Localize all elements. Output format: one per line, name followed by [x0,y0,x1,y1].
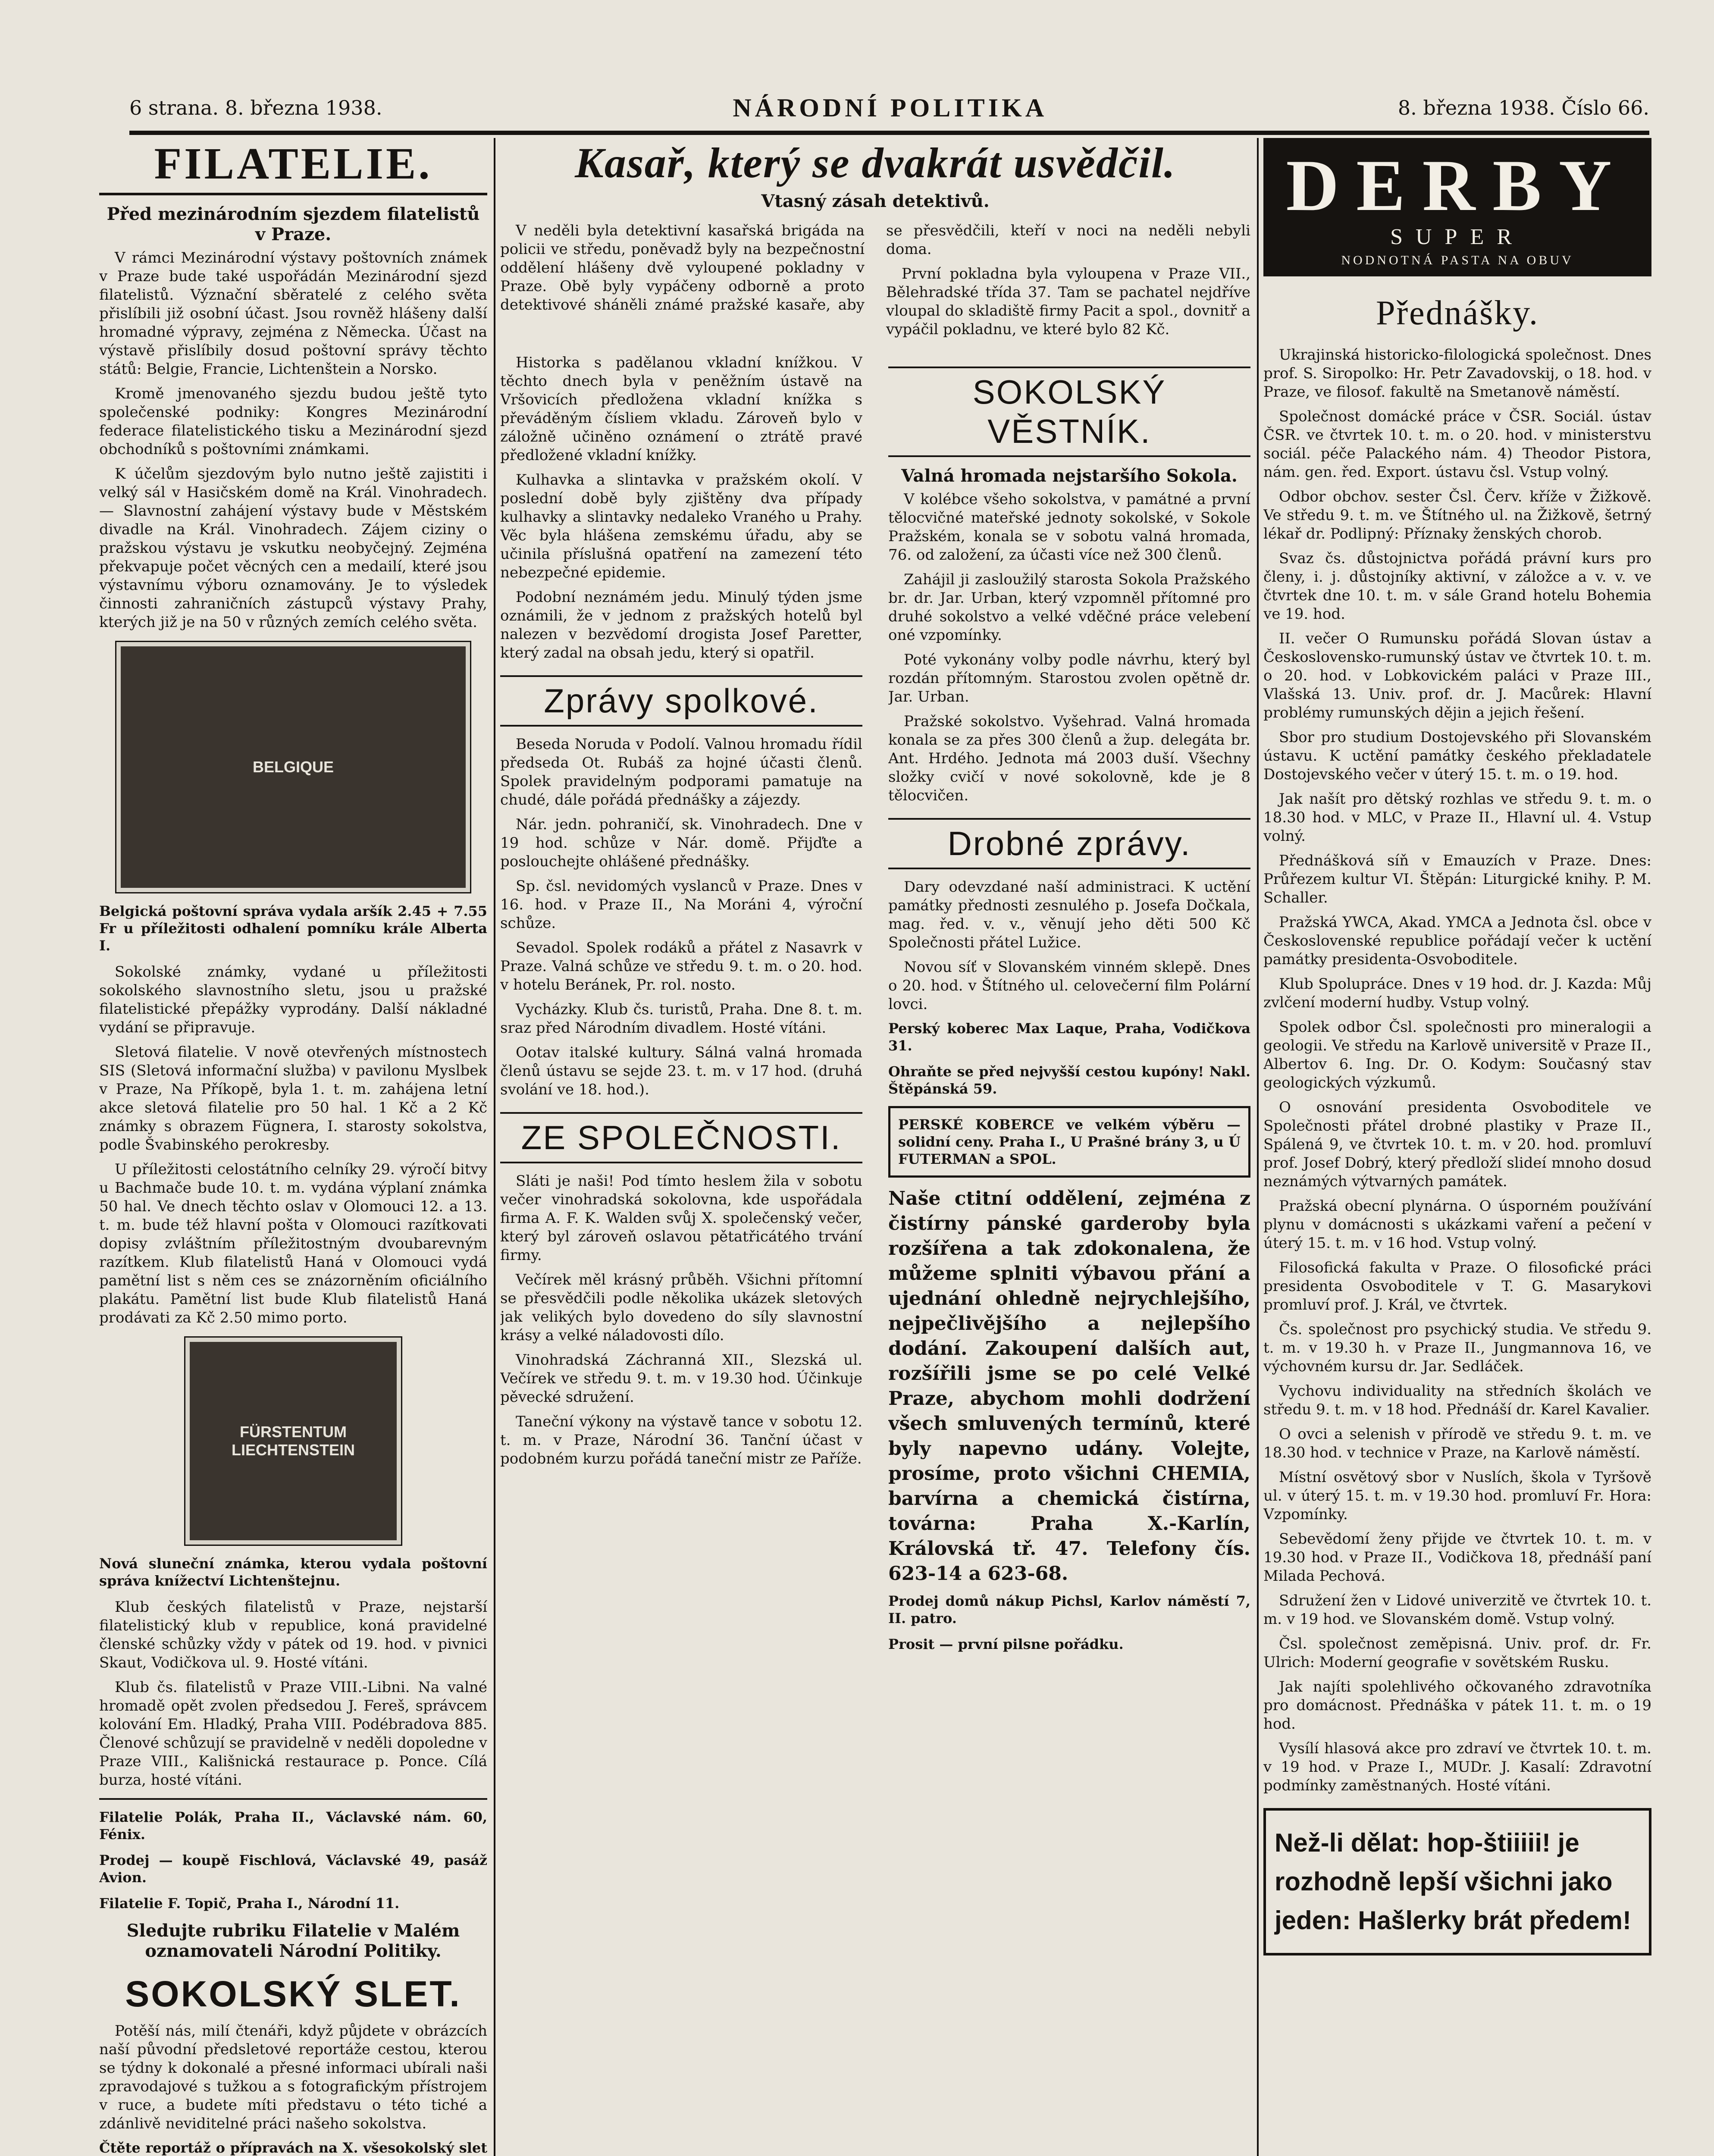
middle-right-subcolumn [888,354,1250,2156]
masthead-right: 8. března 1938. Číslo 66. [1398,96,1649,119]
article-paragraph: Sokolské známky, vydané u příležitosti sokolského slavnostního sletu, jsou u pražské filatelistické přepážky vyprodány. Další nákladné vydání se připravuje. [99,963,487,1036]
stamp-photo [185,1338,401,1545]
lecture-item: Společnost domácké práce v ČSR. Sociál. ústav ČSR. ve čtvrtek 10. t. m. o 20. hod. v ministerstvu sociál. péče Palackého nám. 4) Theodor Pistora, nám. gen. řed. Export. ústavu čsl. Vstup volný. [1263,408,1651,481]
article-paragraph: Pražské sokolstvo. Vyšehrad. Valná hromada konala se za přes 300 členů a žup. delegáta br. Ant. Hrdého. Jednota má 2003 duší. Všechny složky cvičí v nové sokolovně, kde je 8 tělocvičen. [888,713,1250,804]
headline-kasar: Kasař, který se dvakrát usvědčil. [575,139,1176,187]
article-paragraph: Zahájil ji zasloužilý starosta Sokola Pražského br. dr. Jar. Urban, který vzpomněl přítomné pro druhé sokolstvo a velké vděčné práce velebení oné vzpomínky. [888,571,1250,644]
column-divider [1257,138,1259,2156]
classified-ad: Filatelie Polák, Praha II., Václavské nám. 60, Fénix. [99,1809,487,1843]
section-title-sokol: SOKOLSKÝ VĚSTNÍK. [888,367,1250,457]
article-paragraph: Kulhavka a slintavka v pražském okolí. V poslední době byly zjištěny dva případy kulhavky a slintavky nedaleko Vraného u Prahy. Věc byla hlášena zemskému úřadu, aby se učinila příslušná opatření na zamezení této nebezpečné epidemie. [500,471,862,581]
lecture-list [1263,346,1651,1795]
article-paragraph: Potěší nás, milí čtenáři, když půjdete v obrázcích naší původní předsletové reportáže cestou, kterou se týdny k dokonalé a přesné informaci ubírali naši zpravodajové s tužkou a s fotografickým přístrojem v ruce, a budete míti představu o této tiché a zdánlivě neviditelné práci našeho sokolstva. [99,2022,487,2132]
middle-left-subcolumn [500,354,862,2156]
ad-haslerky: Než-li dělat: hop-štiiiii! je rozhodně lepší všichni jako jeden: Hašlerky brát předem! [1263,1808,1651,1955]
lecture-item: Čs. společnost pro psychický studia. Ve středu 9. t. m. v 19.30 h. v Praze II., Jungmannova 16, ve výchovném kursu dr. Jar. Sedláček. [1263,1321,1651,1375]
masthead [129,93,1649,135]
lecture-item: Klub Spolupráce. Dnes v 19 hod. dr. J. Kazda: Můj zvlčení moderní hudby. Vstup volný. [1263,975,1651,1011]
headline-subhead: Vtasný zásah detektivů. [761,191,990,211]
lecture-item: Vysílí hlasová akce pro zdraví ve čtvrtek 10. t. m. v 19 hod. v Praze I., MUDr. J. Kasalí: Zdravotní podmínky zaměstnaných. Hosté vítáni. [1263,1740,1651,1794]
article-paragraph: Nár. jedn. pohraničí, sk. Vinohradech. Dne v 19 hod. schůze v Nár. domě. Přijďte a poslouchejte ohlášené přednášky. [500,816,862,870]
ad-text: Naše ctitní oddělení, zejména z čistírny pánské garderoby byla rozšířena a tak zdokonalena, že můžeme splniti výbavou přání a ujednání ohledně nejrychlejšího, nejpečlivějšího a nejlepšího dodání. Zakoupení dalších aut, rozšířili jsme se po celé Velké Praze, abychom mohli dodržení všech smluvených termínů, které byly napevno udány. Volejte, prosíme, proto všichni CHEMIA, barvírna a chemická čistírna, továrna: Praha X.-Karlín, Královská tř. 47. Telefony čís. 623-14 a 623-68. [888,1188,1250,1585]
article-paragraph: Vinohradská Záchranná XII., Slezská ul. Večírek ve středu 9. t. m. v 19.30 hod. Účinkuje pěvecké sdružení. [500,1351,862,1406]
lecture-item: Sdružení žen v Lidové univerzitě ve čtvrtek 10. t. m. v 19 hod. ve Slovanském domě. Vstup volný. [1263,1592,1651,1628]
article-paragraph: Novou síť v Slovanském vinném sklepě. Dnes o 20. hod. v Štítného ul. celovečerní film Polární lovci. [888,959,1250,1013]
lecture-item: Odbor obchov. sester Čsl. Červ. kříže v Žižkově. Ve středu 9. t. m. ve Štítného ul. na Žižkově, šetrný lékař dr. Podlipný: Příznaky ženských chorob. [1263,488,1651,542]
article-paragraph: Kromě jmenovaného sjezdu budou ještě tyto společenské podniky: Kongres Mezinárodní federace filatelistického tisku a Mezinárodní sjezd obchodníků s poštovními známkami. [99,385,487,458]
article-paragraph: Klub českých filatelistů v Praze, nejstarší filatelistický klub v republice, koná pravidelné členské schůzky vždy v pátek od 19. hod. v pivnici Skaut, Vodičkova ul. 9. Hosté vítáni. [99,1598,487,1671]
lecture-item: Spolek odbor Čsl. společnosti pro mineralogii a geologii. Ve středu na Karlově universitě v Praze II., Albertov 6. Ing. Dr. O. Kodym: Současný stav geologických výzkumů. [1263,1018,1651,1091]
lecture-item: Ukrajinská historicko-filologická společnost. Dnes prof. S. Siropolko: Hr. Petr Zavadovskij, o 18. hod. v Praze, ve filosof. fakultě na Smetanově náměstí. [1263,346,1651,401]
column-middle [500,138,1250,2156]
article-paragraph: Taneční výkony na výstavě tance v sobotu 12. t. m. v Praze, Národní 36. Tanční účast v podobném kurzu pořádá taneční mistr ze Paříže. [500,1413,862,1467]
article-paragraph: Poté vykonány volby podle návrhu, který byl rozdán přítomným. Starostou zvolen opětně dr. Jar. Urban. [888,651,1250,705]
column-prednasky [1263,138,1651,2156]
lecture-item: Pražská obecní plynárna. O úsporném používání plynu v domácnosti s ukázkami vaření a pečení v úterý 15. t. m. v 16 hod. Vstup volný. [1263,1197,1651,1252]
lecture-item: O osnování presidenta Osvoboditele ve Společnosti přátel drobné plastiky v Praze II., Spálená 9, ve čtvrtek 10. t. m. v 20. hod. promluví prof. Josef Dobrý, který předloží slideí mnoho dosud neznámých výtvarných památek. [1263,1099,1651,1190]
article-paragraph: V rámci Mezinárodní výstavy poštovních známek v Praze bude také uspořádán Mezinárodní sjezd filatelistů. Význační sběratelé z celého světa přislíbili již osobní účast. Jsou rovněž hlášeny další hromadné výpravy, zejména z Německa. Účast na výstavě přislíbily dosud poštovní správy těchto států: Belgie, Francie, Lichtenštein a Norsko. [99,249,487,378]
lecture-item: Čsl. společnost zeměpisná. Univ. prof. dr. Fr. Ulrich: Moderní geografie v sovětském Rusku. [1263,1635,1651,1671]
classified-ad: Perský koberec Max Laque, Praha, Vodičkova 31. [888,1020,1250,1054]
ad-futerman [888,1106,1250,1178]
lecture-item: Sebevědomí ženy přijde ve čtvrtek 10. t. m. v 19.30 hod. v Praze II., Vodičkova 18, přednáší paní Milada Pechová. [1263,1530,1651,1585]
article-paragraph: V kolébce všeho sokolstva, v památné a první tělocvičné mateřské jednoty sokolské, v Sokole Pražském, konala se v sobotu valná hromada, 76. od založení, za účasti více než 300 členů. [888,491,1250,564]
article-paragraph: Beseda Noruda v Podolí. Valnou hromadu řídil předseda Ot. Rubáš za hojné účasti členů. Spolek pravidelným podporami pamatuje na chudé, dále pořádá přednášky a zájezdy. [500,736,862,808]
classified-ad: Prodej — koupě Fischlová, Václavské 49, pasáž Avion. [99,1852,487,1886]
derby-tagline: NODNOTNÁ PASTA NA OBUV [1341,253,1574,267]
section-title-prednasky: Přednášky. [1376,294,1539,332]
ad-text: PERSKÉ KOBERCE ve velkém výběru — solidní ceny. Praha I., U Prašné brány 3, u Ú FUTERMAN a SPOL. [898,1116,1241,1167]
divider [99,1798,487,1800]
article-paragraph: Vycházky. Klub čs. turistů, Praha. Dne 8. t. m. sraz před Národním divadlem. Hosté vítáni. [500,1001,862,1037]
column-divider [494,138,495,2156]
article-paragraph: Klub čs. filatelistů v Praze VIII.-Libni. Na valné hromadě opět zvolen předsedou J. Fereš, správcem kolování Em. Hladký, Praha VIII. Podébradova 885. Členové schůzují se pravidelně v neděli dopoledne v Praze VIII., Kališnická restaurace p. Ponce. Cílá burza, hosté vítáni. [99,1679,487,1789]
classified-ad: Ohraňte se před nejvyšší cestou kupóny! Nakl. Štěpánská 59. [888,1063,1250,1097]
lecture-item: II. večer O Rumunsku pořádá Slovan ústav a Československo-rumunský ústav ve čtvrtek 10. t. m. o 20. hod. v Lobkovickém paláci v Praze III., Vlašská 13. Univ. prof. dr. J. Macůrek: Hlavní problémy rumunských dějin a jejich řešení. [1263,630,1651,721]
article-paragraph: K účelům sjezdovým bylo nutno ještě zajistiti i velký sál v Hasičském domě na Král. Vinohradech. — Slavnostní zahájení výstavy bude v Městském divadle na Král. Vinohradech. Zájem ciziny o pražskou výstavu je vskutku neobyčejný. Zejména překvapuje počet věcných cen a medailí, které jsou výstavnímu výboru oznamovány. Je to výsledek činnosti zahraničních zástupců výstavy Prahy, kterých již je na 50 v různých zemích celého světa. [99,465,487,631]
article-paragraph: Večírek měl krásný průběh. Všichni přítomní se přesvědčili podle několika ukázek sletových jak velikých bylo dovedeno do síly slavnostní krásy a velké náladovosti dílo. [500,1271,862,1344]
photo-label: BELGIQUE [252,758,334,776]
lecture-item: Přednášková síň v Emauzích v Praze. Dnes: Průřezem kultur VI. Štěpán: Liturgické knihy. P. M. Schaller. [1263,852,1651,906]
photo-caption: Nová sluneční známka, kterou vydala poštovní správa knížectví Lichtenštejnu. [99,1555,487,1589]
lecture-item: Vychovu individuality na středních školách ve středu 9. t. m. v 18 hod. Přednáší dr. Karel Kavalier. [1263,1382,1651,1418]
section-title-slet: SOKOLSKÝ SLET. [125,1974,461,2014]
article-kasar [500,222,1250,351]
article-paragraph: Sletová filatelie. V nově otevřených místnostech SIS (Sletová informační služba) v pavilonu Myslbek v Praze, Na Příkopě, byla 1. t. m. zahájena letní akce sletová filatelie pro 50 hal. 1 Kč a 2 Kč známky s obrazem Fügnera, I. starosty sokolstva, podle Švabinského perokresby. [99,1044,487,1153]
ad-chemia [888,1186,1250,1586]
article-paragraph: První pokladna byla vyloupena v Praze VII., Bělehradské třída 37. Tam se pachatel nejdříve vloupal do skladiště firmy Pacit a spol., dovnitř a vypáčil pokladnu, ve které bylo 82 Kč. [886,265,1250,338]
article-paragraph: Dary odevzdané naší administraci. K uctění památky přednosti zesnulého p. Josefa Dočkala, mag. řed. v. v., věnují jeho děti 500 Kč Společnosti přátel Lužice. [888,878,1250,951]
lecture-item: Filosofická fakulta v Praze. O filosofické práci presidenta Osvoboditele v T. G. Masarykovi promluví prof. J. Král, ve čtvrtek. [1263,1259,1651,1313]
article-paragraph: Sláti je naši! Pod tímto heslem žila v sobotu večer vinohradská sokolovna, kde uspořádala firma A. F. K. Walden svůj X. společenský večer, který byl zároveň oslavou pětatřicátého trvání firmy. [500,1172,862,1264]
photo-caption: Belgická poštovní správa vydala aršík 2.45 + 7.55 Fr u příležitosti odhalení pomníku krále Alberta I. [99,903,487,954]
lecture-item: Svaz čs. důstojnictva pořádá právní kurs pro členy, i. j. důstojníky aktivní, v záložce a v. v. ve čtvrtek dne 10. t. m. v sále Grand hotelu Bohemia ve 19. hod. [1263,550,1651,623]
notice: Sledujte rubriku Filatelie v Malém oznamovateli Národní Politiky. [126,1921,460,1961]
classified-ad: Filatelie F. Topič, Praha I., Národní 11. [99,1895,400,1912]
derby-logo: DERBY [1286,145,1629,226]
classified-ad: Prodej domů nákup Pichsl, Karlov náměstí 7, II. patro. [888,1593,1250,1626]
article-paragraph: Historka s padělanou vkladní knížkou. V těchto dnech byla v peněžním ústavě na Vršovicích předložena vkladní knížka s převáděným čísliem vkladu. Zároveň bylo v záložně učiněno oznámení o ztrátě pravé předložené vkladní knížky. [500,354,862,464]
paper-title: NÁRODNÍ POLITIKA [733,93,1048,122]
ad-derby [1263,138,1651,276]
column-filatelie [99,138,487,2156]
classified-ad: Prosit — první pilsne pořádku. [888,1636,1124,1652]
derby-super: SUPER [1390,225,1525,249]
article-subhead: Valná hromada nejstaršího Sokola. [901,466,1238,486]
article-paragraph: Sp. čsl. nevidomých vyslanců v Praze. Dnes v 16. hod. v Praze II., Na Moráni 4, výroční schůze. [500,877,862,932]
lecture-item: Místní osvětový sbor v Nuslích, škola v Tyršově ul. v úterý 15. t. m. v 19.30 hod. promluví Fr. Hora: Vzpomínky. [1263,1469,1651,1523]
lecture-item: Jak našít pro dětský rozhlas ve středu 9. t. m. o 18.30 hod. v MLC, v Praze II., Hlavní ul. 4. Vstup volný. [1263,790,1651,845]
masthead-left: 6 strana. 8. března 1938. [129,96,382,119]
lecture-item: O ovci a selenish v přírodě ve středu 9. t. m. ve 18.30 hod. v technice v Praze, na Karlově náměstí. [1263,1426,1651,1461]
article-paragraph: V neděli byla detektivní kasařská brigáda na policii ve středu, poněvadž byly na bezpečnostní oddělení hlášeny dvě vyloupené pokladny v Praze. Obě byly vypáčeny odborně a proto detektivové sháněli známé pražské kasaře, aby se přesvědčili, kteří v noci na neděli nebyli doma. [500,222,1250,313]
section-title-zpravy: Zprávy spolkové. [500,675,862,727]
section-title-spolecnost: ZE SPOLEČNOSTI. [500,1112,862,1163]
article-paragraph: U příležitosti celostátního celníky 29. výročí bitvy u Bachmače bude 10. t. m. vydána výplaní známka 50 hal. Ve dnech těchto oslav v Olomouci 12. a 13. t. m. bude též hlavní pošta v Olomouci razítkovati dopisy zvláštním příležitostným dvoubarevným razítkem. Klub filatelistů Haná v Olomouci vydá pamětní list s něm ces se znázorněním oficiálního plakátu. Pamětní list bude Klub filatelistů Haná prodávati za Kč 2.50 mimo porto. [99,1161,487,1326]
section-title-drobne: Drobné zprávy. [888,818,1250,869]
lecture-item: Pražská YWCA, Akad. YMCA a Jednota čsl. obce v Československé republice pořádají večer k uctění památky presidenta-Osvoboditele. [1263,914,1651,968]
notice: Čtěte reportáž o přípravách na X. všesokolský slet [99,2140,487,2156]
article-paragraph: Podobní neznámém jedu. Minulý týden jsme oznámili, že v jednom z pražských hotelů byl nalezen v bezvědomí drogista Josef Paretter, který zadal na obsah jedu, který si opatřil. [500,589,862,661]
article-subhead: Před mezinárodním sjezdem filatelistů v Praze. [107,204,480,244]
section-title-filatelie: FILATELIE. [99,138,487,195]
lecture-item: Sbor pro studium Dostojevského při Slovanském ústavu. K uctění památky českého překladatele Dostojevského večer v úterý 15. t. m. o 19. hod. [1263,729,1651,783]
article-paragraph: Sevadol. Spolek rodáků a přátel z Nasavrk v Praze. Valná schůze ve středu 9. t. m. o 20. hod. v hotelu Beránek, Pr. rol. nosto. [500,939,862,993]
stamp-sheet-photo [116,642,470,892]
photo-label: FÜRSTENTUM LIECHTENSTEIN [231,1423,355,1459]
lecture-item: Jak najíti spolehlivého očkovaného zdravotníka pro domácnost. Přednáška v pátek 11. t. m. o 19 hod. [1263,1678,1651,1733]
article-paragraph: Ootav italské kultury. Sálná valná hromada členů ústavu se sejde 23. t. m. v 17 hod. (druhá svolání ve 18. hod.). [500,1044,862,1098]
